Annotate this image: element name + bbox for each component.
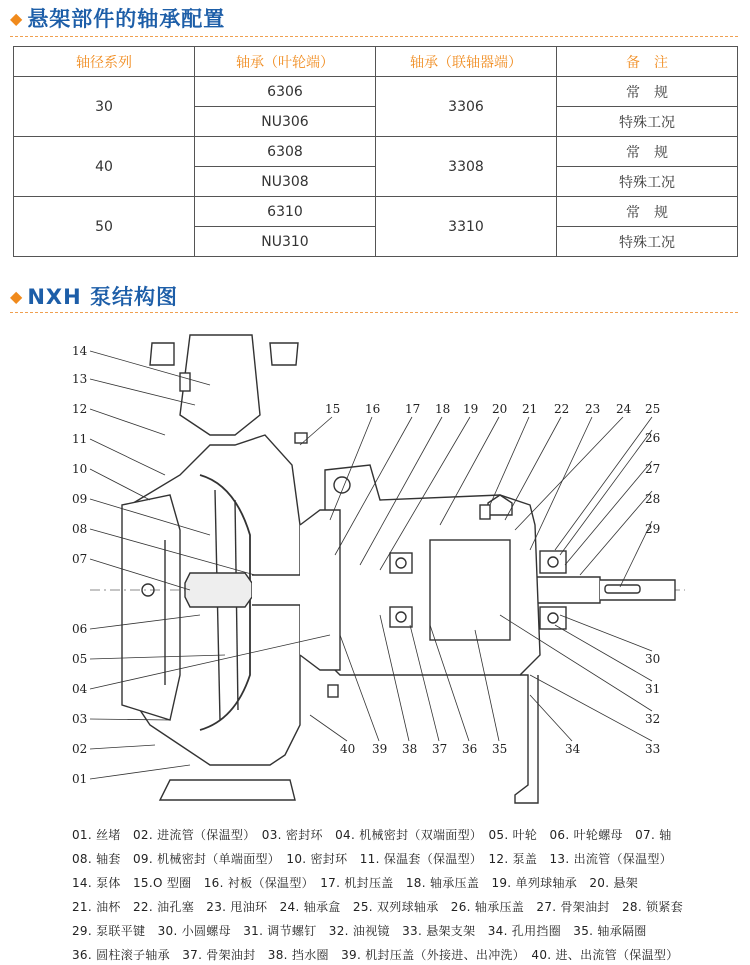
- diamond-icon: ◆: [10, 9, 24, 28]
- callout-28: 28: [645, 492, 661, 506]
- callout-36: 36: [462, 742, 478, 756]
- bearing-table: [13, 46, 738, 257]
- table-row: [14, 137, 738, 167]
- legend-line: 01. 丝堵 02. 进流管（保温型） 03. 密封环 04. 机械密封（双端面型） 05. 叶轮 06. 叶轮螺母 07. 轴: [72, 828, 672, 842]
- callout-29: 29: [645, 522, 661, 536]
- leader-line-11: [90, 439, 165, 475]
- table-row: [14, 77, 738, 107]
- callout-01: 01: [72, 772, 88, 786]
- cell-note: 特殊工况: [557, 167, 738, 197]
- callout-08: 08: [72, 522, 88, 536]
- pump-structure-diagram: [60, 325, 690, 815]
- divider: [10, 312, 738, 313]
- callout-02: 02: [72, 742, 88, 756]
- cell-impeller: NU310: [195, 227, 376, 257]
- leader-line-13: [90, 379, 195, 405]
- callout-16: 16: [365, 402, 381, 416]
- cell-impeller: 6308: [195, 137, 376, 167]
- section-title-structure: ◆ NXH 泵结构图: [10, 285, 178, 309]
- callout-38: 38: [402, 742, 418, 756]
- header-impeller: 轴承（叶轮端）: [195, 47, 376, 77]
- cell-series: 50: [14, 197, 195, 257]
- callout-32: 32: [645, 712, 661, 726]
- callout-30: 30: [645, 652, 661, 666]
- leader-line-02: [90, 745, 155, 749]
- leader-line-33: [530, 675, 652, 741]
- cell-impeller: NU308: [195, 167, 376, 197]
- callout-10: 10: [72, 462, 88, 476]
- diamond-icon: ◆: [10, 287, 24, 306]
- header-series: 轴径系列: [14, 47, 195, 77]
- cell-note: 常 规: [557, 77, 738, 107]
- legend-line: 29. 泵联平键 30. 小圆螺母 31. 调节螺钉 32. 油视镜 33. 悬架支架 34. 孔用挡圈 35. 轴承隔圈: [72, 924, 647, 938]
- leader-line-10: [90, 469, 150, 500]
- callout-03: 03: [72, 712, 88, 726]
- cell-impeller: NU306: [195, 107, 376, 137]
- leader-line-01: [90, 765, 190, 779]
- cell-impeller: 6306: [195, 77, 376, 107]
- divider: [10, 36, 738, 37]
- leader-line-31: [555, 625, 652, 681]
- callout-25: 25: [645, 402, 661, 416]
- callout-12: 12: [72, 402, 88, 416]
- leader-line-24: [515, 417, 623, 530]
- legend-line: 36. 圆柱滚子轴承 37. 骨架油封 38. 挡水圈 39. 机封压盖（外接进、出冲洗） 40. 进、出流管（保温型）: [72, 948, 679, 962]
- legend-line: 14. 泵体 15.O 型圈 16. 衬板（保温型） 17. 机封压盖 18. 轴承压盖 19. 单列球轴承 20. 悬架: [72, 876, 639, 890]
- cell-coupling: 3308: [376, 137, 557, 197]
- callout-15: 15: [325, 402, 341, 416]
- cell-note: 常 规: [557, 197, 738, 227]
- cell-coupling: 3310: [376, 197, 557, 257]
- callout-11: 11: [72, 432, 88, 446]
- callout-09: 09: [72, 492, 88, 506]
- cell-coupling: 3306: [376, 77, 557, 137]
- leader-line-40: [310, 715, 347, 741]
- callout-20: 20: [492, 402, 508, 416]
- callout-17: 17: [405, 402, 421, 416]
- callout-37: 37: [432, 742, 448, 756]
- callout-35: 35: [492, 742, 508, 756]
- table-header-row: [14, 47, 738, 77]
- legend-line: 08. 轴套 09. 机械密封（单端面型） 10. 密封环 11. 保温套（保温型） 12. 泵盖 13. 出流管（保温型）: [72, 852, 672, 866]
- callout-19: 19: [463, 402, 479, 416]
- leader-line-30: [560, 615, 652, 651]
- callout-31: 31: [645, 682, 661, 696]
- callout-05: 05: [72, 652, 88, 666]
- leader-line-22: [505, 417, 561, 520]
- header-coupling: 轴承（联轴器端）: [376, 47, 557, 77]
- cell-series: 30: [14, 77, 195, 137]
- callout-34: 34: [565, 742, 581, 756]
- callout-22: 22: [554, 402, 570, 416]
- cell-note: 特殊工况: [557, 107, 738, 137]
- callout-13: 13: [72, 372, 88, 386]
- legend-line: 21. 油杯 22. 油孔塞 23. 甩油环 24. 轴承盒 25. 双列球轴承 26. 轴承压盖 27. 骨架油封 28. 锁紧套: [72, 900, 683, 914]
- header-notes: 备 注: [557, 47, 738, 77]
- leader-line-26: [560, 430, 652, 555]
- callout-23: 23: [585, 402, 601, 416]
- callout-39: 39: [372, 742, 388, 756]
- callout-27: 27: [645, 462, 661, 476]
- callout-07: 07: [72, 552, 88, 566]
- cell-series: 40: [14, 137, 195, 197]
- cell-note: 特殊工况: [557, 227, 738, 257]
- cell-impeller: 6310: [195, 197, 376, 227]
- callout-14: 14: [72, 344, 88, 358]
- callout-33: 33: [645, 742, 661, 756]
- section-title-bearing: ◆ 悬架部件的轴承配置: [10, 7, 226, 31]
- leader-line-23: [530, 417, 592, 550]
- table-row: [14, 197, 738, 227]
- callout-04: 04: [72, 682, 88, 696]
- callout-18: 18: [435, 402, 451, 416]
- leader-line-21: [490, 417, 529, 505]
- callout-26: 26: [645, 431, 661, 445]
- leader-line-12: [90, 409, 165, 435]
- callout-06: 06: [72, 622, 88, 636]
- callout-40: 40: [340, 742, 356, 756]
- callout-21: 21: [522, 402, 538, 416]
- cell-note: 常 规: [557, 137, 738, 167]
- callout-24: 24: [616, 402, 632, 416]
- leader-line-15: [300, 417, 332, 445]
